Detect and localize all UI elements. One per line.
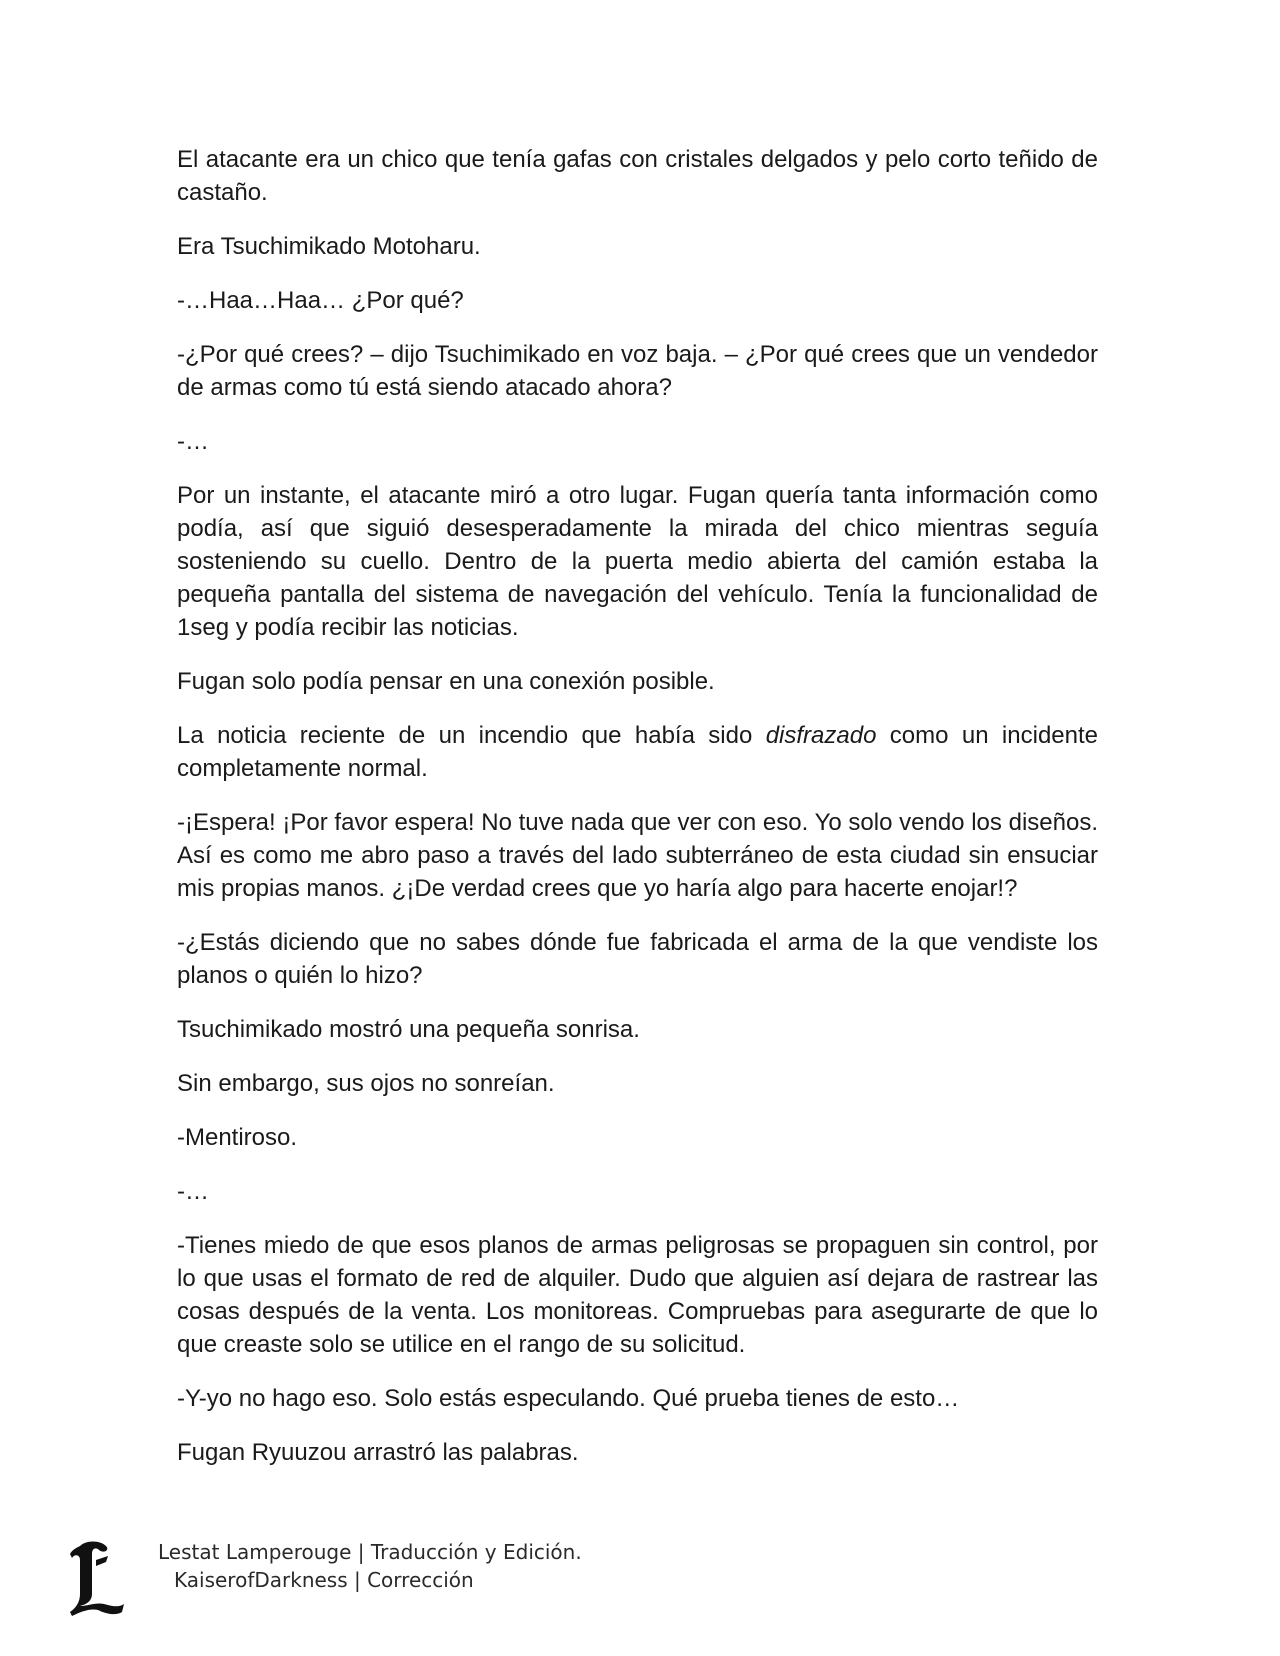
paragraph: Tsuchimikado mostró una pequeña sonrisa. <box>177 1016 640 1043</box>
paragraph-text: La noticia reciente de un incendio que había sido <box>177 722 766 749</box>
paragraph: Por un instante, el atacante miró a otro lugar. Fugan quería tanta información como podía, así que siguió desesperadamente la mirada del chico mientras seguía sosteniendo su cuello. Dentro de la puerta medio abierta del camión estaba la pequeña pantalla del sistema de navegación del vehículo. Tenía la funcionalidad de 1seg y podía recibir las noticias. <box>177 482 1098 641</box>
paragraph: -…Haa…Haa… ¿Por qué? <box>177 287 464 314</box>
emphasized-word: disfrazado <box>765 722 877 749</box>
page-footer <box>66 1538 666 1638</box>
paragraph-text: como un incidente completamente normal. <box>177 722 1098 782</box>
paragraph: -¿Por qué crees? – dijo Tsuchimikado en voz baja. – ¿Por qué crees que un vendedor de armas como tú está siendo atacado ahora? <box>177 341 1098 401</box>
gothic-l-logo-icon <box>66 1538 126 1618</box>
paragraph: -Tienes miedo de que esos planos de armas peligrosas se propaguen sin control, por lo que usas el formato de red de alquiler. Dudo que alguien así dejara de rastrear las cosas después de la venta. Los monitoreas. Compruebas para asegurarte de que lo que creaste solo se utilice en el rango de su solicitud. <box>177 1232 1098 1358</box>
paragraph: -¡Espera! ¡Por favor espera! No tuve nada que ver con eso. Yo solo vendo los diseños. Así es como me abro paso a través del lado subterráneo de esta ciudad sin ensuciar mis propias manos. ¿¡De verdad crees que yo haría algo para hacerte enojar!? <box>177 809 1098 902</box>
paragraph: Fugan Ryuuzou arrastró las palabras. <box>177 1439 579 1466</box>
paragraph-with-emphasis <box>177 719 1098 785</box>
document-body <box>177 143 1098 1490</box>
paragraph: -Mentiroso. <box>177 1124 298 1151</box>
paragraph: -¿Estás diciendo que no sabes dónde fue fabricada el arma de la que vendiste los planos o quién lo hizo? <box>177 929 1098 989</box>
paragraph: Era Tsuchimikado Motoharu. <box>177 233 481 260</box>
credit-correction: KaiserofDarkness | Corrección <box>174 1568 474 1592</box>
paragraph: -… <box>177 1178 209 1205</box>
paragraph: Sin embargo, sus ojos no sonreían. <box>177 1070 555 1097</box>
paragraph: -… <box>177 428 209 455</box>
credits <box>158 1538 582 1594</box>
paragraph: Fugan solo podía pensar en una conexión posible. <box>177 668 715 695</box>
paragraph: -Y-yo no hago eso. Solo estás especulando. Qué prueba tienes de esto… <box>177 1385 960 1412</box>
credit-translation: Lestat Lamperouge | Traducción y Edición. <box>158 1540 582 1564</box>
paragraph: El atacante era un chico que tenía gafas con cristales delgados y pelo corto teñido de castaño. <box>177 146 1098 206</box>
